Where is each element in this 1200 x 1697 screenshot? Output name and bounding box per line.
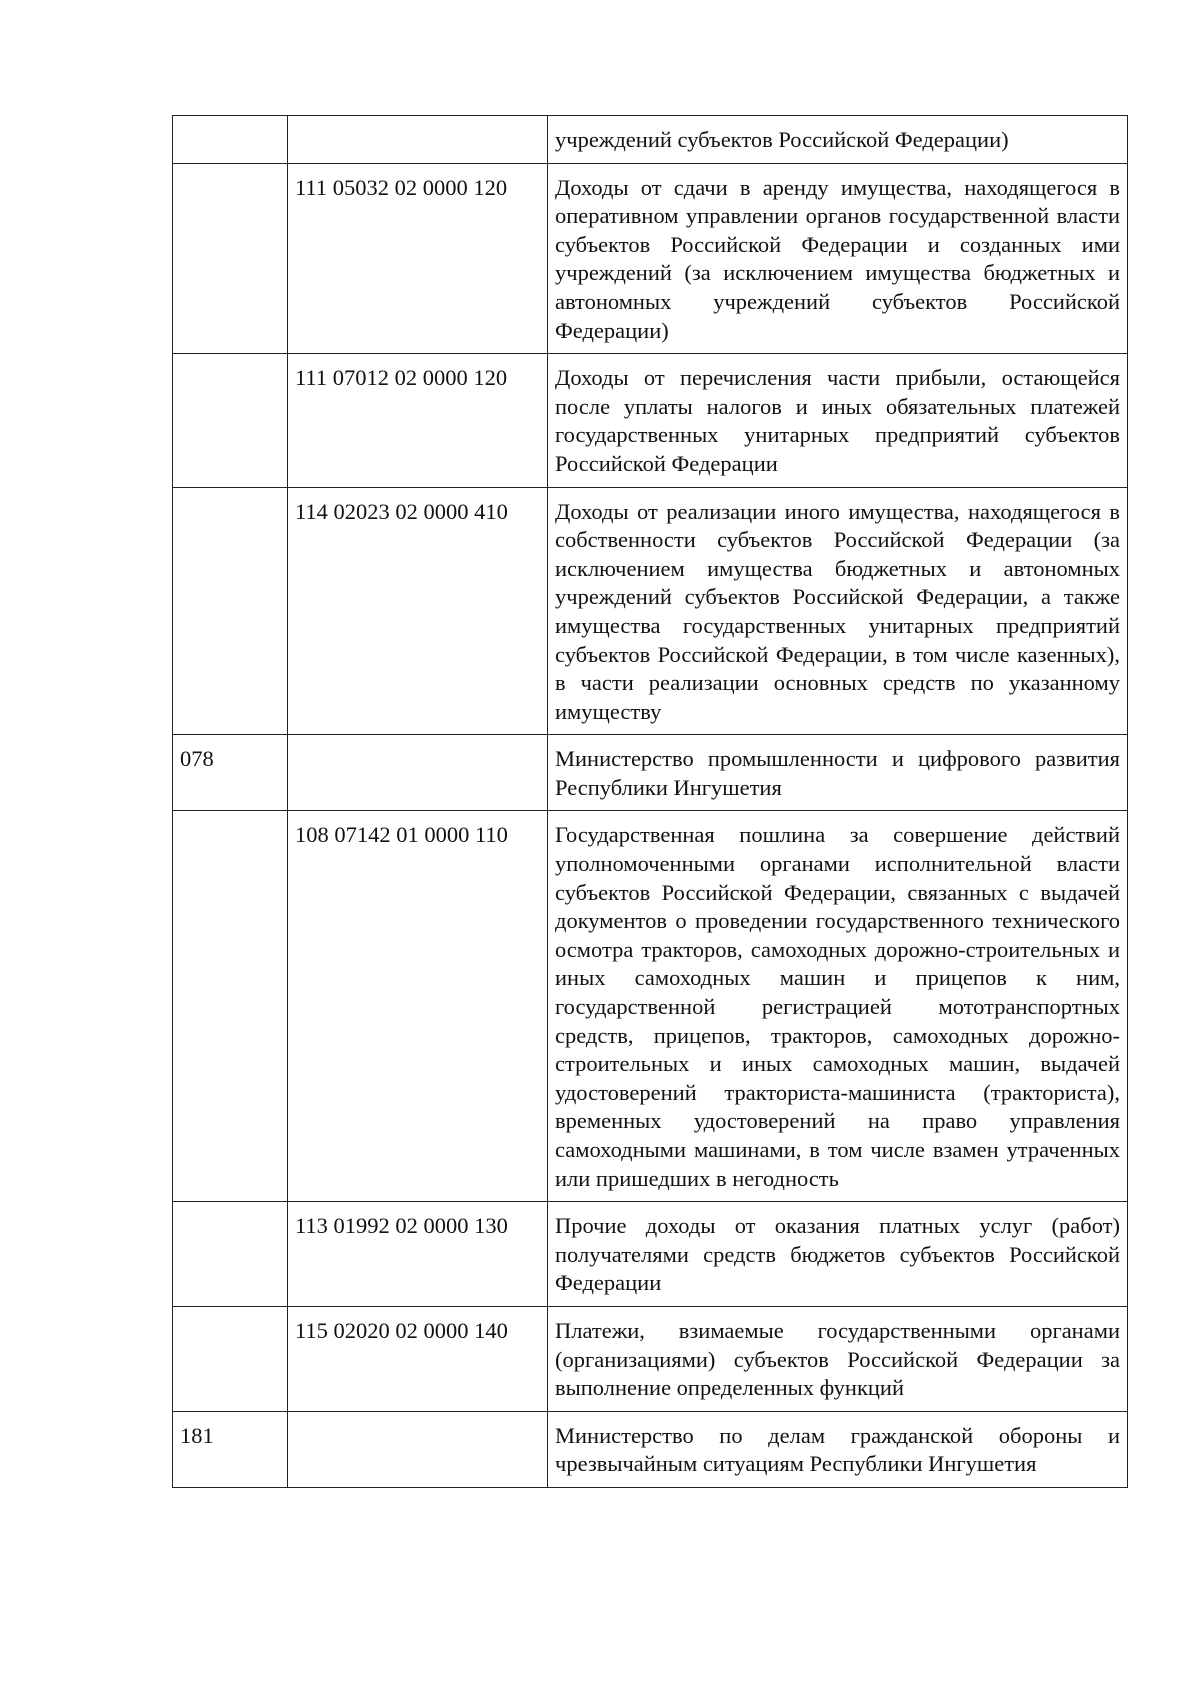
admin-code-cell: 181: [173, 1411, 288, 1487]
table-row: [173, 1202, 1128, 1307]
budget-code-cell: 115 02020 02 0000 140: [288, 1306, 548, 1411]
table-body: [173, 116, 1128, 1488]
admin-code-cell: [173, 487, 288, 735]
budget-code-cell: [288, 116, 548, 164]
description-cell: Доходы от сдачи в аренду имущества, находящегося в оперативном управлении органов государственной власти субъектов Российской Федерации и созданных ими учреждений (за исключением имущества бюджетных и автономных учреждений субъектов Российской Федерации): [548, 163, 1128, 354]
budget-code-cell: 111 07012 02 0000 120: [288, 354, 548, 487]
table-row: [173, 487, 1128, 735]
table-row: [173, 354, 1128, 487]
description-cell: Прочие доходы от оказания платных услуг (работ) получателями средств бюджетов субъектов Российской Федерации: [548, 1202, 1128, 1307]
budget-code-cell: [288, 1411, 548, 1487]
admin-code-cell: [173, 354, 288, 487]
table-row: [173, 811, 1128, 1202]
table-row: [173, 1411, 1128, 1487]
admin-code-cell: [173, 811, 288, 1202]
admin-code-cell: 078: [173, 735, 288, 811]
description-cell: Доходы от перечисления части прибыли, остающейся после уплаты налогов и иных обязательных платежей государственных унитарных предприятий субъектов Российской Федерации: [548, 354, 1128, 487]
revenue-codes-table: [172, 115, 1128, 1488]
table-row: [173, 1306, 1128, 1411]
description-cell: Министерство по делам гражданской обороны и чрезвычайным ситуациям Республики Ингушетия: [548, 1411, 1128, 1487]
admin-code-cell: [173, 116, 288, 164]
table-row: [173, 116, 1128, 164]
budget-code-cell: 108 07142 01 0000 110: [288, 811, 548, 1202]
description-cell: Доходы от реализации иного имущества, находящегося в собственности субъектов Российской Федерации (за исключением имущества бюджетных и автономных учреждений субъектов Российской Федерации, а также имущества государственных унитарных предприятий субъектов Российской Федерации, в том числе казенных), в части реализации основных средств по указанному имуществу: [548, 487, 1128, 735]
admin-code-cell: [173, 1202, 288, 1307]
budget-code-cell: 111 05032 02 0000 120: [288, 163, 548, 354]
admin-code-cell: [173, 163, 288, 354]
description-cell: учреждений субъектов Российской Федерации): [548, 116, 1128, 164]
description-cell: Платежи, взимаемые государственными органами (организациями) субъектов Российской Федерации за выполнение определенных функций: [548, 1306, 1128, 1411]
description-cell: Министерство промышленности и цифрового развития Республики Ингушетия: [548, 735, 1128, 811]
table-row: [173, 735, 1128, 811]
budget-code-cell: 113 01992 02 0000 130: [288, 1202, 548, 1307]
budget-code-cell: [288, 735, 548, 811]
budget-code-cell: 114 02023 02 0000 410: [288, 487, 548, 735]
description-cell: Государственная пошлина за совершение действий уполномоченными органами исполнительной власти субъектов Российской Федерации, связанных с выдачей документов о проведении государственного технического осмотра тракторов, самоходных дорожно-строительных и иных самоходных машин и прицепов к ним, государственной регистрацией мототранспортных средств, прицепов, тракторов, самоходных дорожно-строительных и иных самоходных машин, выдачей удостоверений тракториста-машиниста (тракториста), временных удостоверений на право управления самоходными машинами, в том числе взамен утраченных или пришедших в негодность: [548, 811, 1128, 1202]
table-row: [173, 163, 1128, 354]
admin-code-cell: [173, 1306, 288, 1411]
